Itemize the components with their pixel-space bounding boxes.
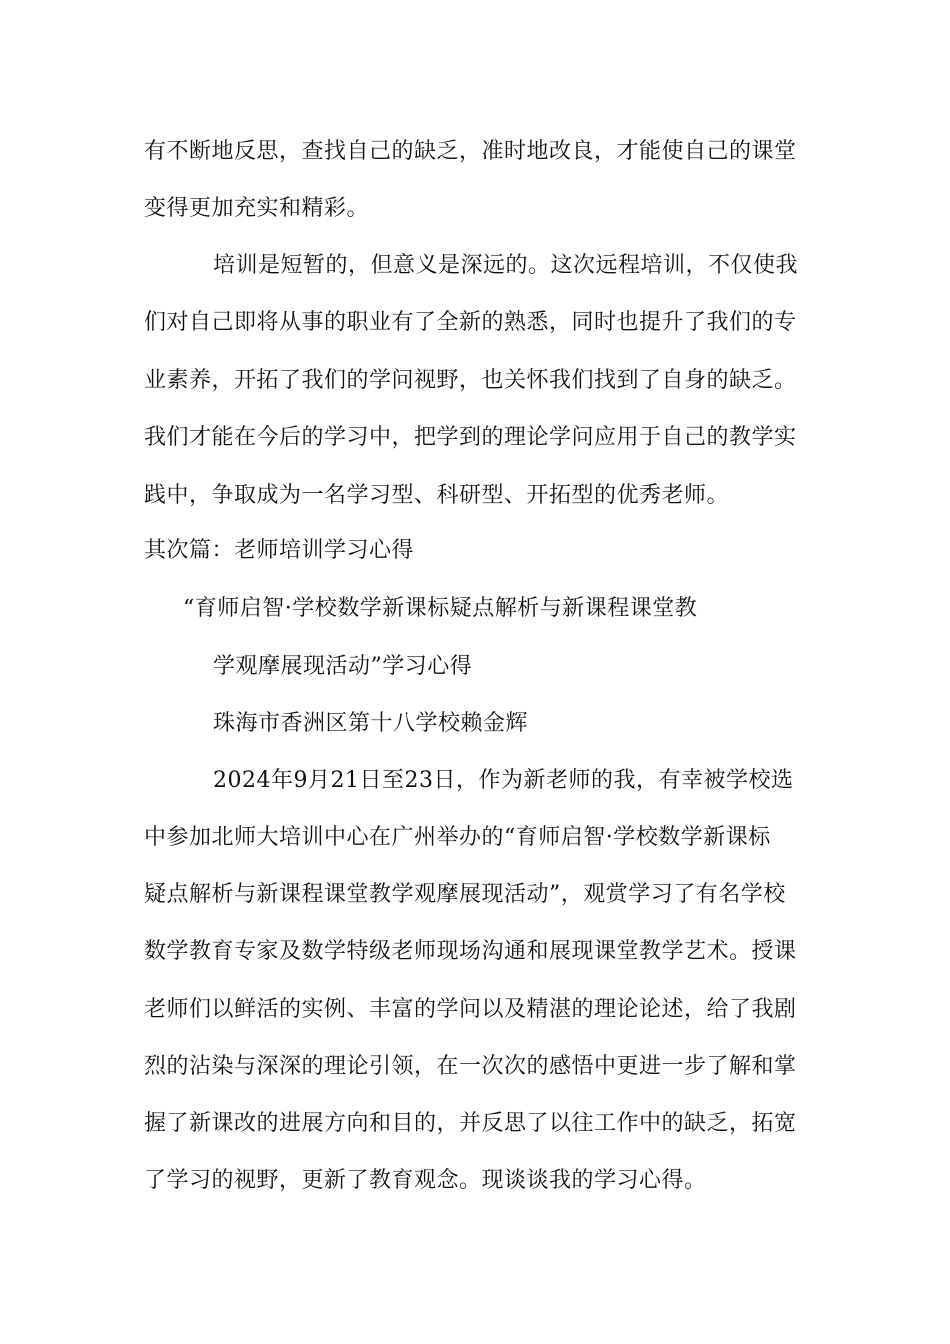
section-heading: 其次篇：老师培训学习心得	[144, 538, 415, 563]
paragraph-line: 数学教育专家及数学特级老师现场沟通和展现课堂教学艺术。授课	[144, 939, 797, 964]
paragraph-line: 培训是短暂的，但意义是深远的。这次远程培训，不仅使我	[213, 253, 799, 278]
paragraph-line: 中参加北师大培训中心在广州举办的“育师启智·学校数学新课标	[144, 825, 771, 850]
paragraph-line: 疑点解析与新课程课堂教学观摩展现活动”，观赏学习了有名学校	[144, 882, 786, 907]
paragraph-line: 践中，争取成为一名学习型、科研型、开拓型的优秀老师。	[144, 483, 730, 508]
paragraph-line: 业素养，开拓了我们的学问视野，也关怀我们找到了自身的缺乏。	[144, 368, 797, 393]
paragraph-line: 我们才能在今后的学习中，把学到的理论学问应用于自己的教学实	[144, 425, 797, 450]
article-title-line: 学观摩展现活动”学习心得	[213, 654, 473, 679]
paragraph-line: 们对自己即将从事的职业有了全新的熟悉，同时也提升了我们的专	[144, 310, 797, 335]
paragraph-line: 握了新课改的进展方向和目的，并反思了以往工作中的缺乏，拓宽	[144, 1111, 797, 1136]
paragraph-line: 老师们以鲜活的实例、丰富的学问以及精湛的理论论述，给了我剧	[144, 997, 797, 1022]
paragraph-line: 有不断地反思，查找自己的缺乏，准时地改良，才能使自己的课堂	[144, 139, 797, 164]
paragraph-line: 烈的沾染与深深的理论引领，在一次次的感悟中更进一步了解和掌	[144, 1054, 797, 1079]
author-line: 珠海市香洲区第十八学校赖金辉	[213, 711, 529, 736]
paragraph-line: 变得更加充实和精彩。	[144, 196, 370, 221]
paragraph-line: 了学习的视野，更新了教育观念。现谈谈我的学习心得。	[144, 1168, 707, 1193]
article-title-line: “育师启智·学校数学新课标疑点解析与新课程课堂教	[183, 596, 698, 621]
paragraph-line: 2024年9月21日至23日，作为新老师的我，有幸被学校选	[213, 768, 794, 793]
